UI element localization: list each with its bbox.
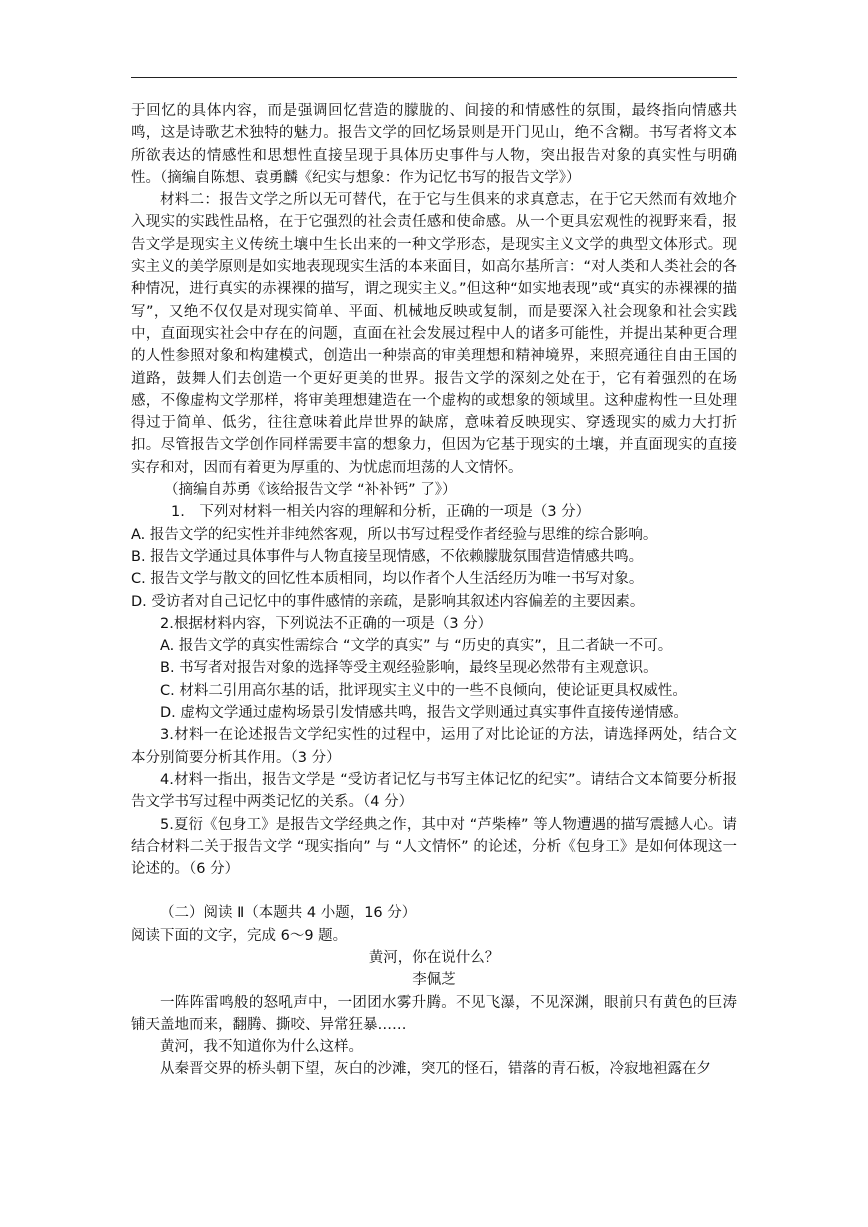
question-2-option-c: C. 材料二引用高尔基的话，批评现实主义中的一些不良倾向，使论证更具权威性。 xyxy=(160,682,687,699)
question-1-option-c: C. 报告文学与散文的回忆性本质相同，均以作者个人生活经历为唯一书写对象。 xyxy=(131,571,644,588)
question-1-option-d: D. 受访者对自己记忆中的事件感情的亲疏，是影响其叙述内容偏差的主要因素。 xyxy=(131,593,645,610)
question-1-option-b: B. 报告文学通过具体事件与人物直接呈现情感，不依赖朦胧氛围营造情感共鸣。 xyxy=(131,548,644,565)
passage-paragraph-3: 从秦晋交界的桥头朝下望，灰白的沙滩，突兀的怪石，错落的青石板，冷寂地袒露在夕 xyxy=(160,1061,711,1078)
paragraph-material-one-end: 于回忆的具体内容，而是强调回忆营造的朦胧的、间接的和情感性的氛围，最终指向情感共鸣，这是诗歌艺术独特的魅力。报告文学的回忆场景则是开门见山，绝不含糊。书写者将文本所欲表达的情感性和思想性直接呈现于具体历史事件与人物，突出报告对象的真实性与明确性。（摘编自陈想、袁勇麟《纪实与想象：作为记忆书写的报告文学》） xyxy=(131,103,737,186)
question-2-option-a: A. 报告文学的真实性需综合 “文学的真实” 与 “历史的真实”，且二者缺一不可。 xyxy=(160,638,673,655)
question-2-option-d: D. 虚构文学通过虚构场景引发情感共鸣，报告文学则通过真实事件直接传递情感。 xyxy=(160,705,688,722)
passage-author: 李佩芝 xyxy=(412,972,456,989)
question-1-option-a: A. 报告文学的纪实性并非纯然客观，所以书写过程受作者经验与思维的综合影响。 xyxy=(131,526,658,543)
question-1: 1. 下列对材料一相关内容的理解和分析，正确的一项是（3 分） xyxy=(171,504,591,521)
question-2: 2.根据材料内容，下列说法不正确的一项是（3 分） xyxy=(160,615,493,632)
question-4: 4.材料一指出，报告文学是 “受访者记忆与书写主体记忆的纪实”。请结合文本简要分析报告文学书写过程中两类记忆的关系。（4 分） xyxy=(131,771,737,811)
section-two-heading: （二）阅读 Ⅱ（本题共 4 小题，16 分） xyxy=(160,905,417,922)
question-3: 3.材料一在论述报告文学纪实性的过程中，运用了对比论证的方法，请选择两处，结合文本分别简要分析其作用。（3 分） xyxy=(131,727,737,766)
document-body xyxy=(131,100,737,1081)
passage-paragraph-1: 一阵阵雷鸣般的怒吼声中，一团团水雾升腾。不见飞瀑，不见深渊，眼前只有黄色的巨涛铺天盖地而来，翻腾、撕咬、异常狂暴…… xyxy=(131,994,737,1033)
passage-title: 黄河，你在说什么？ xyxy=(368,949,500,966)
section-two-instruction: 阅读下面的文字，完成 6～9 题。 xyxy=(131,927,348,944)
paragraph-material-two: 材料二：报告文学之所以无可替代，在于它与生俱来的求真意志，在于它天然而有效地介入现实的实践性品格，在于它强烈的社会责任感和使命感。从一个更具宏观性的视野来看，报告文学是现实主义传统土壤中生长出来的一种文学形态，是现实主义文学的典型文体形式。现实主义的美学原则是如实地表现现实生活的本来面目，如高尔基所言：“对人类和人类社会的各种情况，进行真实的赤裸裸的描写，谓之现实主义。”但这种“如实地表现”或“真实的赤裸裸的描写”，又绝不仅仅是对现实简单、平面、机械地反映或复制，而是要深入社会现象和社会实践中，直面现实社会中存在的问题，直面在社会发展过程中人的诸多可能性，并提出某种更合理的人性参照对象和构建模式，创造出一种崇高的审美理想和精神境界，来照亮通往自由王国的道路，鼓舞人们去创造一个更好更美的世界。报告文学的深刻之处在于，它有着强烈的在场感，不像虚构文学那样，将审美理想建造在一个虚构的或想象的领域里。这种虚构性一旦处理得过于简单、低劣，往往意味着此岸世界的缺席，意味着反映现实、穿透现实的威力大打折扣。尽管报告文学创作同样需要丰富的想象力，但因为它基于现实的土壤，并直面现实的直接实存和对，因而有着更为厚重的、为忧虑而坦荡的人文情怀。 xyxy=(131,192,737,476)
question-2-option-b: B. 书写者对报告对象的选择等受主观经验影响，最终呈现必然带有主观意识。 xyxy=(160,660,658,677)
section-gap xyxy=(131,880,737,902)
passage-paragraph-2: 黄河，我不知道你为什么这样。 xyxy=(160,1039,363,1056)
question-5: 5.夏衍《包身工》是报告文学经典之作，其中对 “芦柴棒” 等人物遭遇的描写震撼人心。请结合材料二关于报告文学 “现实指向” 与 “人文情怀” 的论述，分析《包身工》是如何体现这一论述的。（6 分） xyxy=(131,816,737,878)
header-rule xyxy=(131,77,737,78)
source-material-two: （摘编自苏勇《该给报告文学 “补补钙” 了》） xyxy=(164,482,457,499)
